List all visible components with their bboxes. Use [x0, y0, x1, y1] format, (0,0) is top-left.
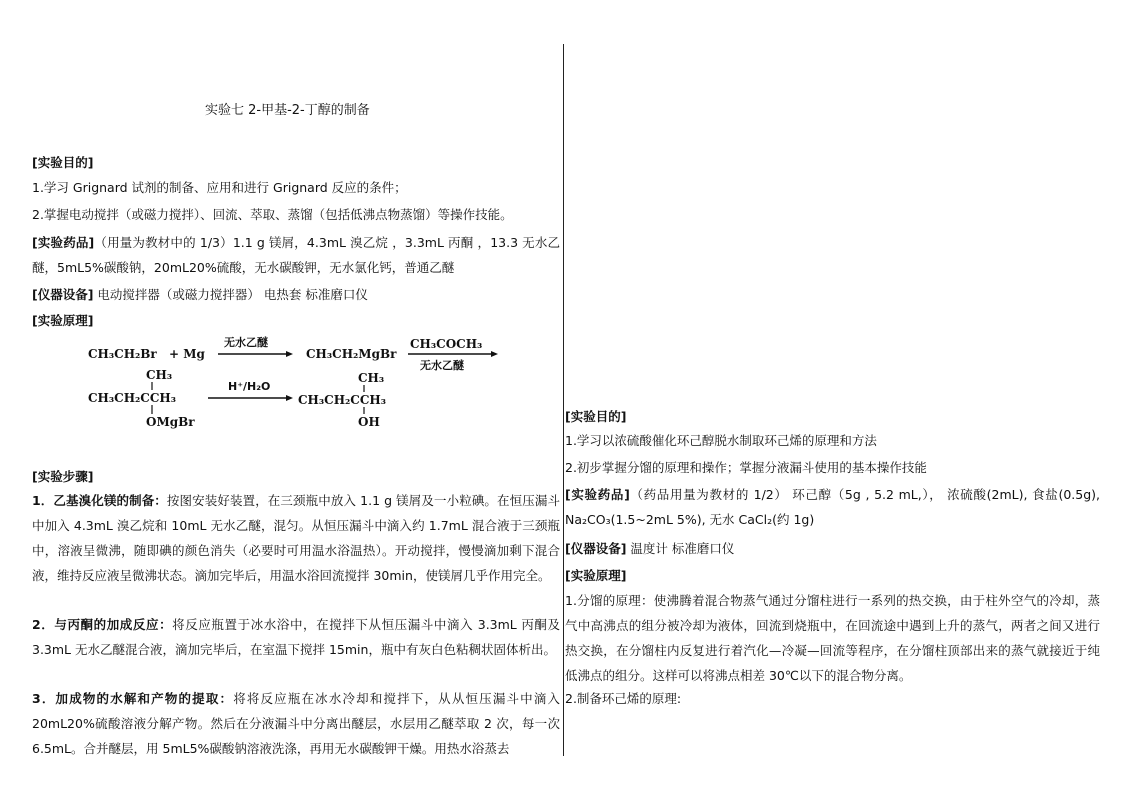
condition-hydrolysis: H⁺/H₂O [228, 380, 271, 393]
principle-heading: [实验原理] [32, 313, 94, 328]
step-1 [32, 488, 560, 588]
reagents-paragraph [32, 230, 560, 280]
equipment-text: 电动搅拌器（或磁力搅拌器） 电热套 标准磨口仪 [93, 287, 368, 302]
right-principle-1: 1.分馏的原理：使沸腾着混合物蒸气通过分馏柱进行一系列的热交换，由于柱外空气的冷却，蒸气中高沸点的组分被冷却为液体，回流到烧瓶中，在回流途中遇到上升的蒸气，两者之间又进行热交换，在分馏柱内反复进行着汽化—冷凝—回流等程序，在分馏柱顶部出来的蒸气就接近于纯低沸点的组分。这样可以将沸点相差 30℃以下的混合物分离。 [565, 593, 1100, 683]
right-principle-2: 2.制备环己烯的原理: [565, 691, 682, 706]
right-purpose-item-2: 2.初步掌握分馏的原理和操作；掌握分液漏斗使用的基本操作技能 [565, 460, 927, 475]
step-2-text: 将反应瓶置于冰水浴中，在搅拌下从恒压漏斗中滴入 3.3mL 丙酮及 3.3mL 无水乙醚混合液，滴加完毕后，在室温下搅拌 15min，瓶中有灰白色粘稠状固体析出。 [32, 617, 561, 657]
reagents-heading: [实验药品] [32, 235, 95, 250]
right-equipment-heading: [仪器设备] [565, 541, 627, 556]
condition-acetone: CH₃COCH₃ [410, 337, 483, 351]
reaction-scheme [86, 336, 516, 436]
product-ch3: CH₃ [358, 371, 385, 385]
right-reagents-heading: [实验药品] [565, 487, 630, 502]
step-1-text: 按图安装好装置，在三颈瓶中放入 1.1 g 镁屑及一小粒碘。在恒压漏斗中加入 4.3mL 溴乙烷和 10mL 无水乙醚，混匀。从恒压漏斗中滴入约 1.7mL 混合液于三颈瓶中，溶液呈微沸，随即碘的颜色消失（必要时可用温水浴温热）。开动搅拌，慢慢滴加剩下混合液，维持反应液呈微沸状态。滴加完毕后，用温水浴回流搅拌 30min，使镁屑几乎作用完全。 [32, 493, 560, 583]
intermediate-omgbr: OMgBr [146, 415, 195, 429]
step-2-heading: 2．与丙酮的加成反应： [32, 617, 173, 632]
condition-anhydrous-ether-1: 无水乙醚 [224, 336, 268, 349]
step-3 [32, 686, 560, 761]
intermediate-ch3: CH₃ [146, 368, 173, 382]
right-principle-heading: [实验原理] [565, 568, 627, 583]
intermediate-main: CH₃CH₂CCH₃ [88, 391, 176, 405]
product-oh: OH [358, 415, 380, 429]
step-3-text: 将将反应瓶在冰水冷却和搅拌下，从从恒压漏斗中滴入 20mL20%硫酸溶液分解产物。然后在分液漏斗中分离出醚层，水层用乙醚萃取 2 次，每一次 6.5mL。合并醚层，用 5mL5%碳酸钠溶液洗涤，再用无水碳酸钾干燥。用热水浴蒸去 [32, 691, 560, 756]
arrow-1-head [286, 351, 293, 357]
condition-anhydrous-ether-2: 无水乙醚 [420, 359, 464, 372]
right-reagents-text: （药品用量为教材的 1/2） 环己醇（5g , 5.2 mL,）， 浓硫酸(2mL), 食盐(0.5g), Na₂CO₃(1.5~2mL 5%), 无水 CaCl₂(约 1g) [565, 487, 1100, 527]
right-equipment-paragraph [565, 536, 1100, 561]
right-purpose-heading: [实验目的] [565, 409, 627, 424]
right-equipment-text: 温度计 标准磨口仪 [626, 541, 735, 556]
page-title: 实验七 2-甲基-2-丁醇的制备 [205, 103, 370, 118]
arrow-2-head [491, 351, 498, 357]
step-1-heading: 1．乙基溴化镁的制备： [32, 493, 167, 508]
column-divider [563, 44, 564, 756]
product-grignard: CH₃CH₂MgBr [306, 347, 397, 361]
step-3-heading: 3．加成物的水解和产物的提取： [32, 691, 234, 706]
steps-heading: [实验步骤] [32, 469, 94, 484]
equipment-paragraph [32, 282, 560, 307]
product-main: CH₃CH₂CCH₃ [298, 393, 386, 407]
right-purpose-item-1: 1.学习以浓硫酸催化环己醇脱水制取环己烯的原理和方法 [565, 433, 877, 448]
right-reagents-paragraph [565, 482, 1100, 532]
equipment-heading: [仪器设备] [32, 287, 94, 302]
reactant-ethyl-bromide: CH₃CH₂Br [88, 347, 157, 361]
step-2 [32, 612, 560, 662]
purpose-heading: [实验目的] [32, 155, 94, 170]
purpose-item-2: 2.掌握电动搅拌（或磁力搅拌）、回流、萃取、蒸馏（包括低沸点物蒸馏）等操作技能。 [32, 207, 513, 222]
arrow-3-head [286, 395, 293, 401]
reactant-mg: + Mg [169, 347, 205, 361]
reagents-text: （用量为教材中的 1/3）1.1 g 镁屑，4.3mL 溴乙烷 ，3.3mL 丙酮 ，13.3 无水乙醚，5mL5%碳酸钠，20mL20%硫酸，无水碳酸钾，无水氯化钙，普通乙醚 [32, 235, 560, 275]
purpose-item-1: 1.学习 Grignard 试剂的制备、应用和进行 Grignard 反应的条件； [32, 180, 407, 195]
